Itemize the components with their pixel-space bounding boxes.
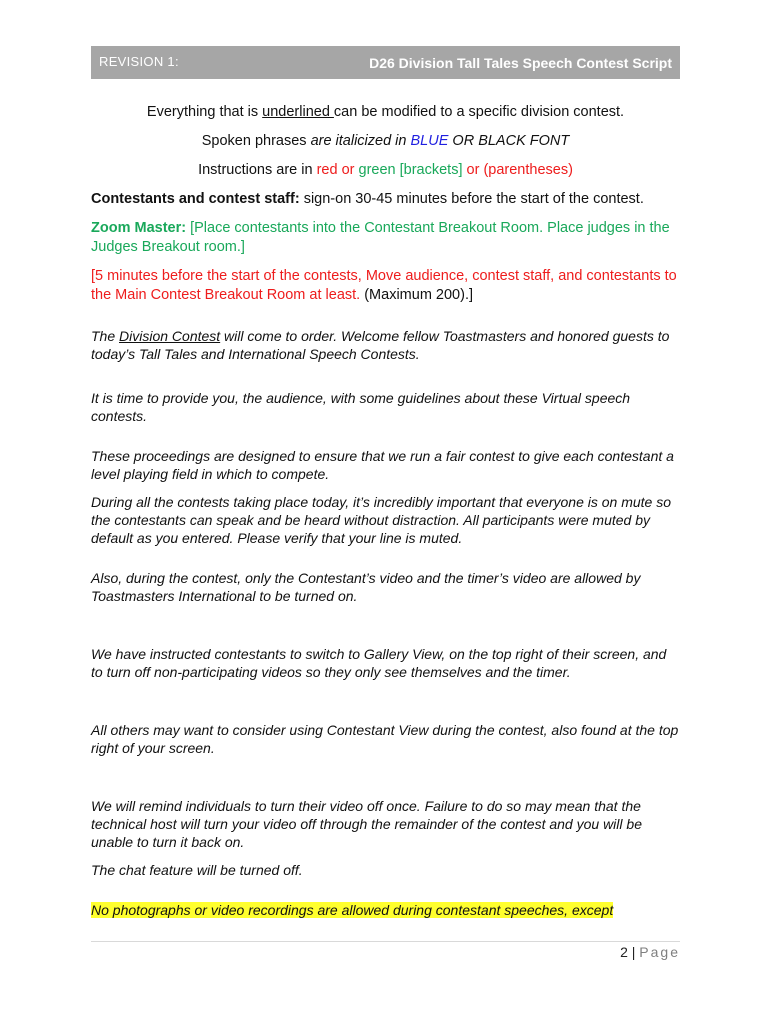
page-separator: | (627, 944, 640, 960)
legend-text: Spoken phrases (201, 133, 311, 149)
script-paragraph: We have instructed contestants to switch to Gallery View, on the top right of their screen, and to turn off non-participating videos so they only see themselves and the timer. (91, 646, 667, 680)
legend-text: or (337, 162, 359, 178)
script-paragraph (91, 327, 680, 363)
legend-spoken-line (91, 132, 680, 151)
script-paragraph: We will remind individuals to turn their video off once. Failure to do so may mean that the technical host will turn your video off through the remainder of the contest and you will be unable to turn it back on. (91, 798, 642, 850)
legend-text: Everything that is (146, 104, 263, 120)
script-paragraph: All others may want to consider using Contestant View during the contest, also found at the top right of your screen. (91, 722, 679, 756)
legend-red: red (316, 162, 338, 178)
zoom-master-instruction (91, 219, 680, 257)
script-paragraph: Also, during the contest, only the Contestant’s video and the timer’s video are allowed by Toastmasters International to be turned on. (91, 570, 641, 604)
script-text: The (91, 328, 120, 344)
underlined-example: underlined (262, 104, 334, 120)
staff-label: Contestants and contest staff: (91, 191, 300, 207)
footer-divider (91, 941, 680, 942)
script-paragraph: The chat feature will be turned off. (91, 862, 303, 878)
legend-blue: BLUE (410, 133, 449, 149)
legend-italic: are italicized in (310, 133, 411, 149)
page-number: 2 (620, 944, 628, 960)
page-header (91, 46, 680, 79)
five-minute-instruction (91, 267, 680, 305)
legend-paren: (parentheses) (483, 162, 573, 178)
legend-instructions-line (91, 161, 680, 180)
division-contest-underlined: Division Contest (119, 328, 221, 344)
zoom-master-text: [Place contestants into the Contestant Breakout Room. Place judges in the Judges Breakout room.] (91, 220, 670, 255)
five-minute-max: (Maximum 200).] (360, 287, 474, 303)
script-paragraph: These proceedings are designed to ensure that we run a fair contest to give each contestant a level playing field in which to compete. (91, 448, 674, 482)
script-paragraph: It is time to provide you, the audience, with some guidelines about these Virtual speech contests. (91, 390, 631, 424)
script-paragraph-highlighted (91, 901, 680, 919)
page-label: Page (639, 944, 680, 960)
revision-label: REVISION 1: (99, 54, 179, 69)
legend-text: OR BLACK FONT (448, 133, 570, 149)
legend-text: or (462, 162, 484, 178)
five-minute-text: [5 minutes before the start of the contests, Move audience, contest staff, and contestants to the Main Contest Breakout Room at least. (91, 268, 677, 303)
legend-text: can be modified to a specific division contest. (333, 104, 625, 120)
document-body (91, 103, 680, 929)
legend-underlined-line (91, 103, 680, 122)
script-paragraph: During all the contests taking place today, it’s incredibly important that everyone is on mute so the contestants can speak and be heard without distraction. All participants were muted by default as you entered. Please verify that your line is muted. (91, 494, 672, 546)
script-text: will come to order. Welcome fellow Toastmasters and honored guests to today’s Tall Tales and International Speech Contests. (91, 328, 670, 362)
staff-text: sign-on 30-45 minutes before the start of the contest. (299, 191, 644, 207)
legend-text: Instructions are in (198, 162, 317, 178)
document-title: D26 Division Tall Tales Speech Contest Script (369, 55, 672, 71)
highlighted-text: No photographs or video recordings are allowed during contestant speeches, except (91, 902, 614, 918)
zoom-master-label: Zoom Master: (91, 220, 191, 236)
staff-instruction (91, 190, 680, 209)
page-footer (620, 944, 680, 960)
legend-green: green [brackets] (358, 162, 463, 178)
